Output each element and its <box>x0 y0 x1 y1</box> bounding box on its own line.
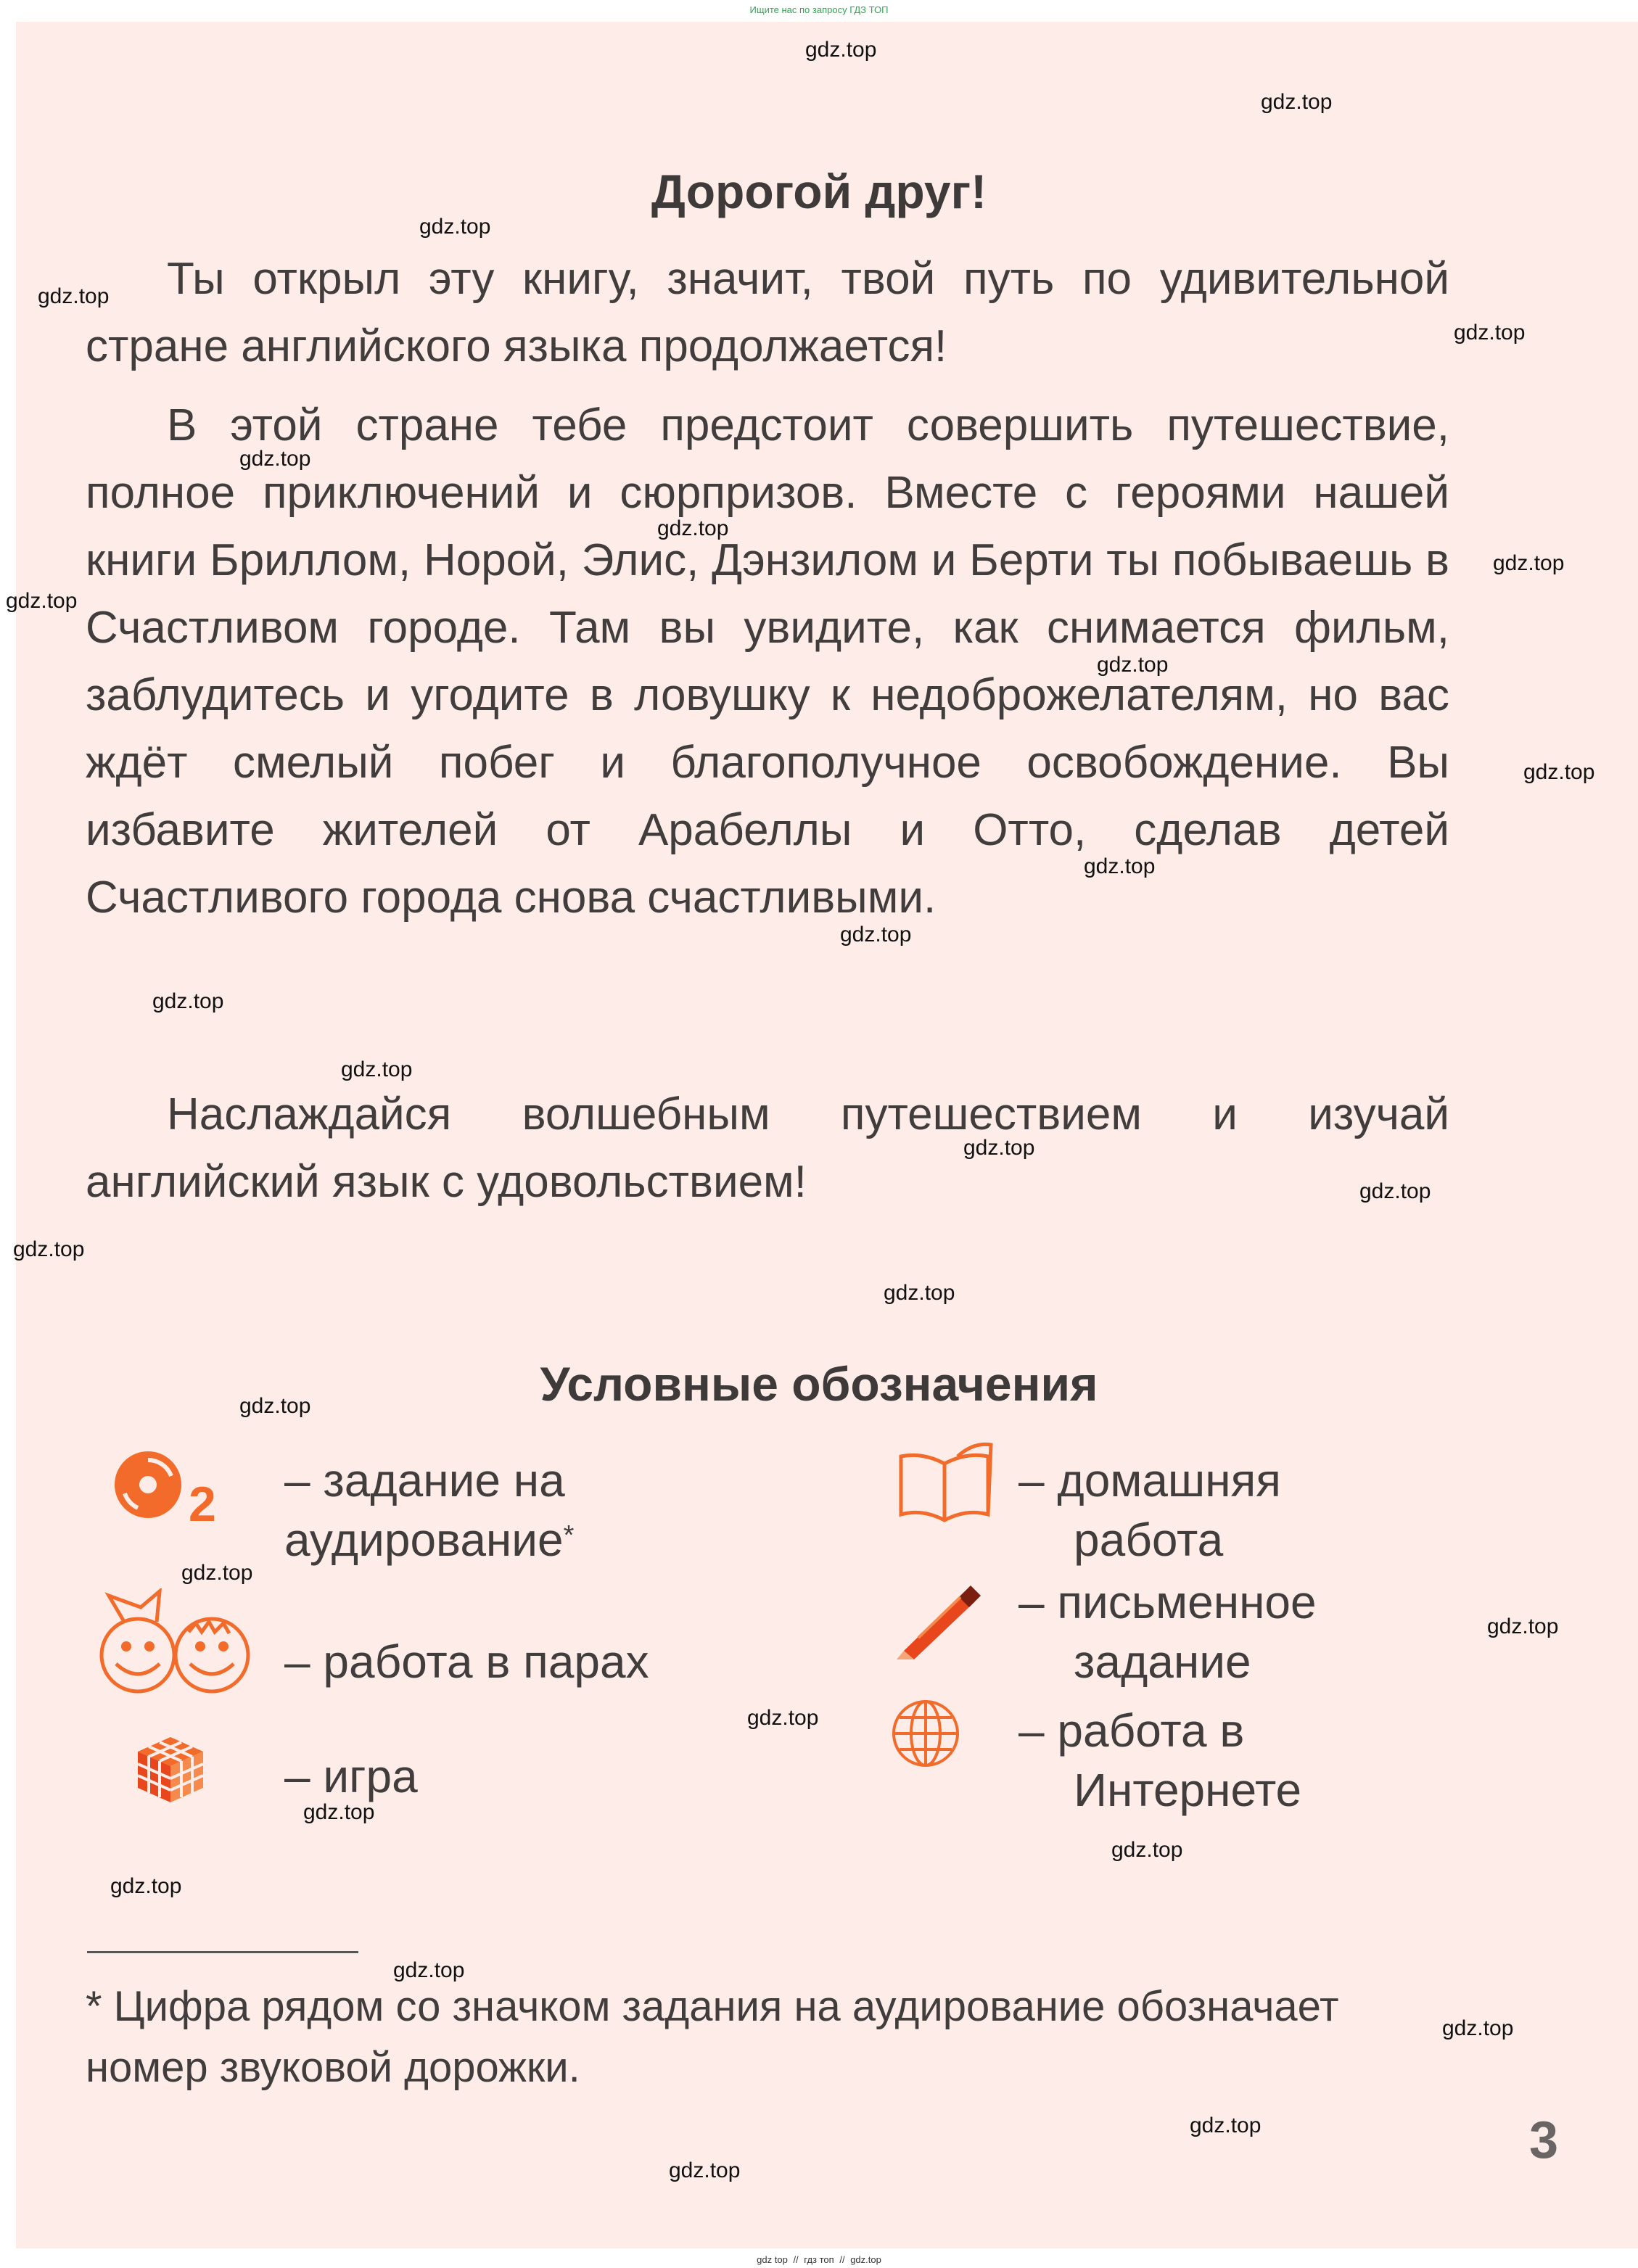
paragraph-text: В этой стране тебе предстоит совершить путешествие, полное приключений и сюрпризов. Вместе с героями нашей книги Бриллом, Норой, Элис, Дэнзилом и Берти ты побываешь в Счастливом городе. Там вы увидите, как снимается фильм, заблудитесь и угодите в ловушку к недоброжелателям, но вас ждёт смелый побег и благополучное освобождение. Вы избавите жителей от Арабеллы и Отто, сделав детей Счастливого города снова счастливыми. <box>86 400 1449 923</box>
watermark: gdz.top <box>840 923 912 947</box>
legend-pairs-text: – работа в парах <box>284 1636 649 1688</box>
watermark: gdz.top <box>38 284 110 308</box>
watermark: gdz.top <box>152 989 224 1013</box>
pen-icon <box>889 1581 984 1661</box>
legend-homework-text <box>1018 1451 1281 1570</box>
bottom-banner-part: gdz.top <box>850 2254 881 2265</box>
watermark: gdz.top <box>747 1706 819 1730</box>
footnote-divider <box>87 1951 358 1953</box>
watermark: gdz.top <box>1111 1838 1183 1862</box>
bottom-banner-part: гдз топ <box>804 2254 834 2265</box>
legend-homework-line1: – домашняя <box>1018 1454 1281 1506</box>
legend-homework-line2: работа <box>1074 1514 1224 1566</box>
watermark: gdz.top <box>1097 653 1169 677</box>
track-number: 2 <box>189 1477 216 1527</box>
bottom-banner-part: // <box>793 2254 799 2265</box>
legend-internet-line2: Интернете <box>1074 1764 1302 1816</box>
watermark: gdz.top <box>239 1394 311 1418</box>
watermark: gdz.top <box>1084 854 1156 878</box>
legend-writing-line1: – письменное <box>1018 1576 1317 1628</box>
watermark: gdz.top <box>1261 90 1333 114</box>
cd-icon <box>109 1447 232 1527</box>
watermark: gdz.top <box>110 1874 182 1898</box>
globe-icon <box>889 1697 962 1770</box>
watermark: gdz.top <box>1487 1615 1559 1638</box>
watermark: gdz.top <box>6 589 78 613</box>
watermark: gdz.top <box>884 1281 955 1305</box>
watermark: gdz.top <box>1454 321 1526 345</box>
watermark: gdz.top <box>341 1057 413 1081</box>
legend-audio-line2: аудирование <box>284 1514 564 1566</box>
footnote: * Цифра рядом со значком задания на аудирование обозначает номер звуковой дорожки. <box>86 1983 1339 2091</box>
watermark: gdz.top <box>1493 551 1565 575</box>
bottom-banner-part: // <box>839 2254 845 2265</box>
watermark: gdz.top <box>1523 760 1595 784</box>
watermark: gdz.top <box>1442 2016 1514 2040</box>
watermark: gdz.top <box>239 447 311 471</box>
bottom-banner <box>0 2254 1638 2265</box>
legend-game-text: – игра <box>284 1750 418 1802</box>
bottom-banner-part: gdz top <box>757 2254 788 2265</box>
watermark: gdz.top <box>669 2158 741 2182</box>
watermark: gdz.top <box>13 1237 85 1261</box>
page-title: Дорогой друг! <box>651 165 987 218</box>
legend-title: Условные обозначения <box>540 1357 1098 1411</box>
watermark: gdz.top <box>419 215 491 239</box>
paragraph-text: Ты открыл эту книгу, значит, твой путь по удивительной стране английского языка продолжается! <box>86 254 1449 371</box>
watermark: gdz.top <box>393 1958 465 1982</box>
top-banner: Ищите нас по запросу ГДЗ ТОП <box>749 4 889 15</box>
watermark: gdz.top <box>1359 1179 1431 1203</box>
page-number: 3 <box>1529 2111 1559 2169</box>
legend-audio-line1: – задание на <box>284 1454 565 1506</box>
paragraph-text: Наслаждайся волшебным путешествием и изучай английский язык с удовольствием! <box>86 1089 1449 1207</box>
watermark: gdz.top <box>1190 2114 1262 2137</box>
rubiks-cube-icon <box>131 1730 210 1810</box>
legend-internet-line1: – работа в <box>1018 1704 1245 1757</box>
watermark: gdz.top <box>805 38 877 62</box>
watermark: gdz.top <box>657 516 729 540</box>
watermark: gdz.top <box>181 1561 253 1585</box>
legend-audio-text <box>284 1451 574 1570</box>
legend-writing-line2: задание <box>1074 1636 1251 1688</box>
open-book-icon <box>894 1442 995 1529</box>
paragraph-2 <box>86 392 1449 931</box>
watermark: gdz.top <box>303 1800 375 1824</box>
footnote-star: * <box>563 1520 575 1551</box>
two-faces-icon <box>87 1588 254 1697</box>
paragraph-1 <box>86 245 1449 380</box>
legend-writing-text <box>1018 1572 1317 1691</box>
legend-internet-text <box>1018 1701 1301 1820</box>
watermark: gdz.top <box>963 1136 1035 1160</box>
paragraph-3 <box>86 1081 1449 1216</box>
